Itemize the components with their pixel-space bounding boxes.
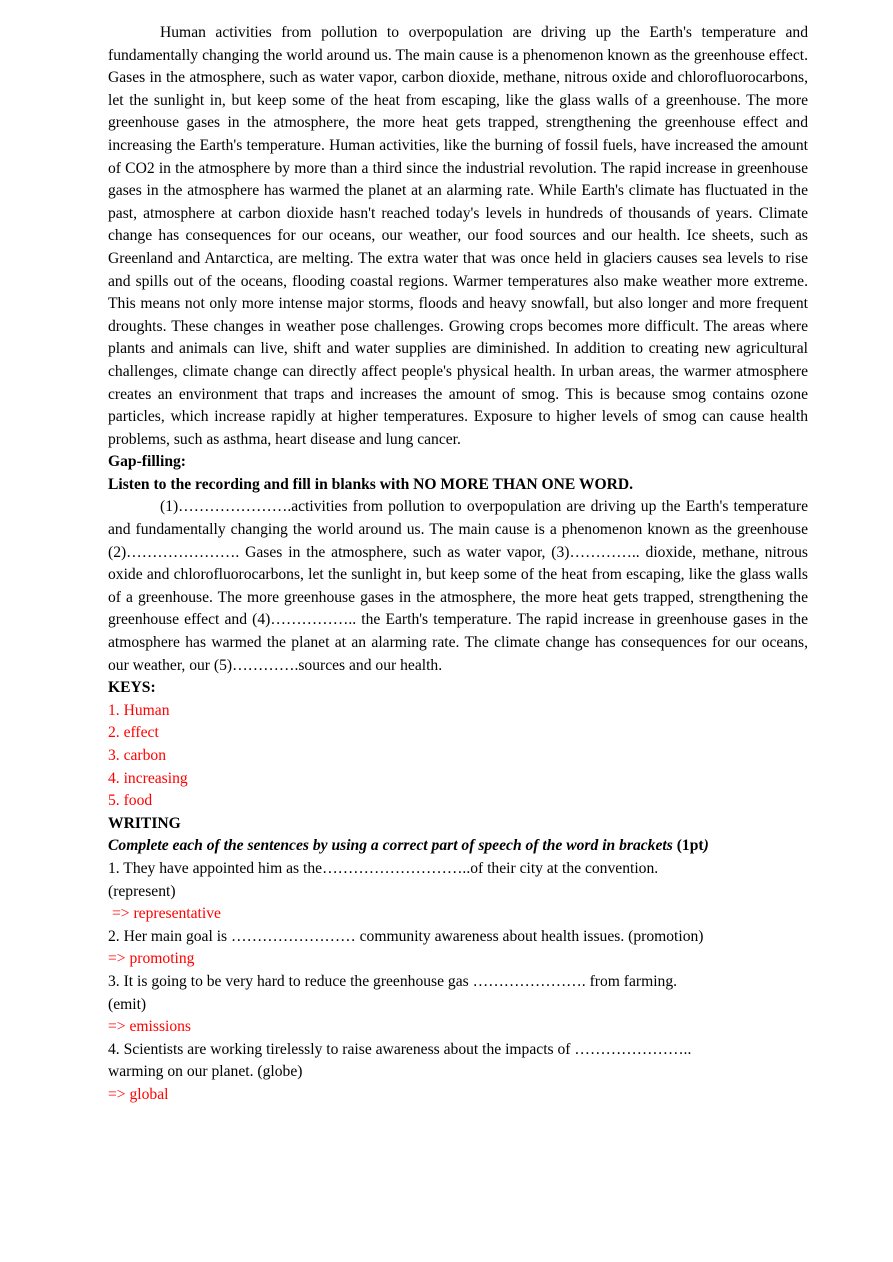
- key-item-3: 3. carbon: [108, 747, 167, 764]
- writing-instruction: [108, 835, 808, 858]
- question-2-answer: => promoting: [108, 950, 195, 968]
- question-1-line1: 1. They have appointed him as the………………………..of their city at the convention.: [108, 859, 659, 877]
- gap-filling-heading: Gap-filling:: [108, 453, 186, 471]
- gap-filling-instruction: Listen to the recording and fill in blanks with NO MORE THAN ONE WORD.: [108, 475, 634, 493]
- question-3-answer: => emissions: [108, 1018, 192, 1036]
- gap-filling-paragraph: (1)………………….activities from pollution to overpopulation are driving up the Earth's temperature and fundamentally changing the world around us. The main cause is a phenomenon known as the greenhouse (2)…………………. Gases in the atmosphere, such as water vapor, (3)………….. dioxide, methane, nitrous oxide and chlorofluorocarbons, let the sunlight in, but keep some of the heat from escaping, like the glass walls of a greenhouse. The more greenhouse gases in the atmosphere, the more heat gets trapped, strengthening the greenhouse effect and (4)…………….. the Earth's temperature. The rapid increase in greenhouse gases in the atmosphere has warmed the planet at an alarming rate. The climate change has consequences for our oceans, our weather, our (5)………….sources and our health.: [108, 498, 808, 674]
- writing-heading: WRITING: [108, 814, 181, 832]
- question-2-line1: 2. Her main goal is …………………… community awareness about health issues. (promotion): [108, 927, 704, 945]
- question-3-line1: 3. It is going to be very hard to reduce the greenhouse gas …………………. from farming.: [108, 972, 678, 990]
- writing-instruction-text: Complete each of the sentences by using a correct part of speech of the word in brackets: [108, 837, 673, 855]
- keys-heading: KEYS:: [108, 679, 156, 697]
- question-4-line2: warming on our planet. (globe): [108, 1063, 303, 1081]
- key-item-1: 1. Human: [108, 701, 170, 719]
- key-item-4: 4. increasing: [108, 769, 188, 787]
- writing-points-close: ): [703, 837, 709, 855]
- document-page: [108, 22, 808, 1107]
- reading-paragraph: Human activities from pollution to overpopulation are driving up the Earth's temperature and fundamentally changing the world around us. The main cause is a phenomenon known as the greenhouse effect. Gases in the atmosphere, such as water vapor, carbon dioxide, methane, nitrous oxide and chlorofluorocarbons, let the sunlight in, but keep some of the heat from escaping, like the glass walls of a greenhouse. The more greenhouse gases in the atmosphere, the more heat gets trapped, strengthening the greenhouse effect and increasing the Earth's temperature. Human activities, like the burning of fossil fuels, have increased the amount of CO2 in the atmosphere by more than a third since the industrial revolution. The rapid increase in greenhouse gases in the atmosphere has warmed the planet at an alarming rate. While Earth's climate has fluctuated in the past, atmosphere at carbon dioxide hasn't reached today's levels in hundreds of thousands of years. Climate change has consequences for our oceans, our weather, our food sources and our health. Ice sheets, such as Greenland and Antarctica, are melting. The extra water that was once held in glaciers causes sea levels to rise and spills out of the oceans, flooding coastal regions. Warmer temperatures also make weather more extreme. This means not only more intense major storms, floods and heavy snowfall, but also longer and more frequent droughts. These changes in weather pose challenges. Growing crops becomes more difficult. The areas where plants and animals can live, shift and water supplies are diminished. In addition to creating new agricultural challenges, climate change can directly affect people's physical health. In urban areas, the warmer atmosphere creates an environment that traps and increases the amount of smog. This is because smog contains ozone particles, which increase rapidly at higher temperatures. Exposure to higher levels of smog can cause health problems, such as asthma, heart disease and lung cancer.: [108, 24, 808, 448]
- key-item-2: 2. effect: [108, 724, 159, 742]
- key-item-5: 5. food: [108, 792, 153, 810]
- question-3-line2: (emit): [108, 995, 147, 1013]
- writing-points: (1pt: [676, 837, 704, 855]
- question-4-line1: 4. Scientists are working tirelessly to raise awareness about the impacts of …………………..: [108, 1040, 692, 1058]
- question-4-answer: => global: [108, 1085, 169, 1103]
- question-1-line2: (represent): [108, 882, 176, 900]
- question-1-answer: => representative: [112, 905, 221, 923]
